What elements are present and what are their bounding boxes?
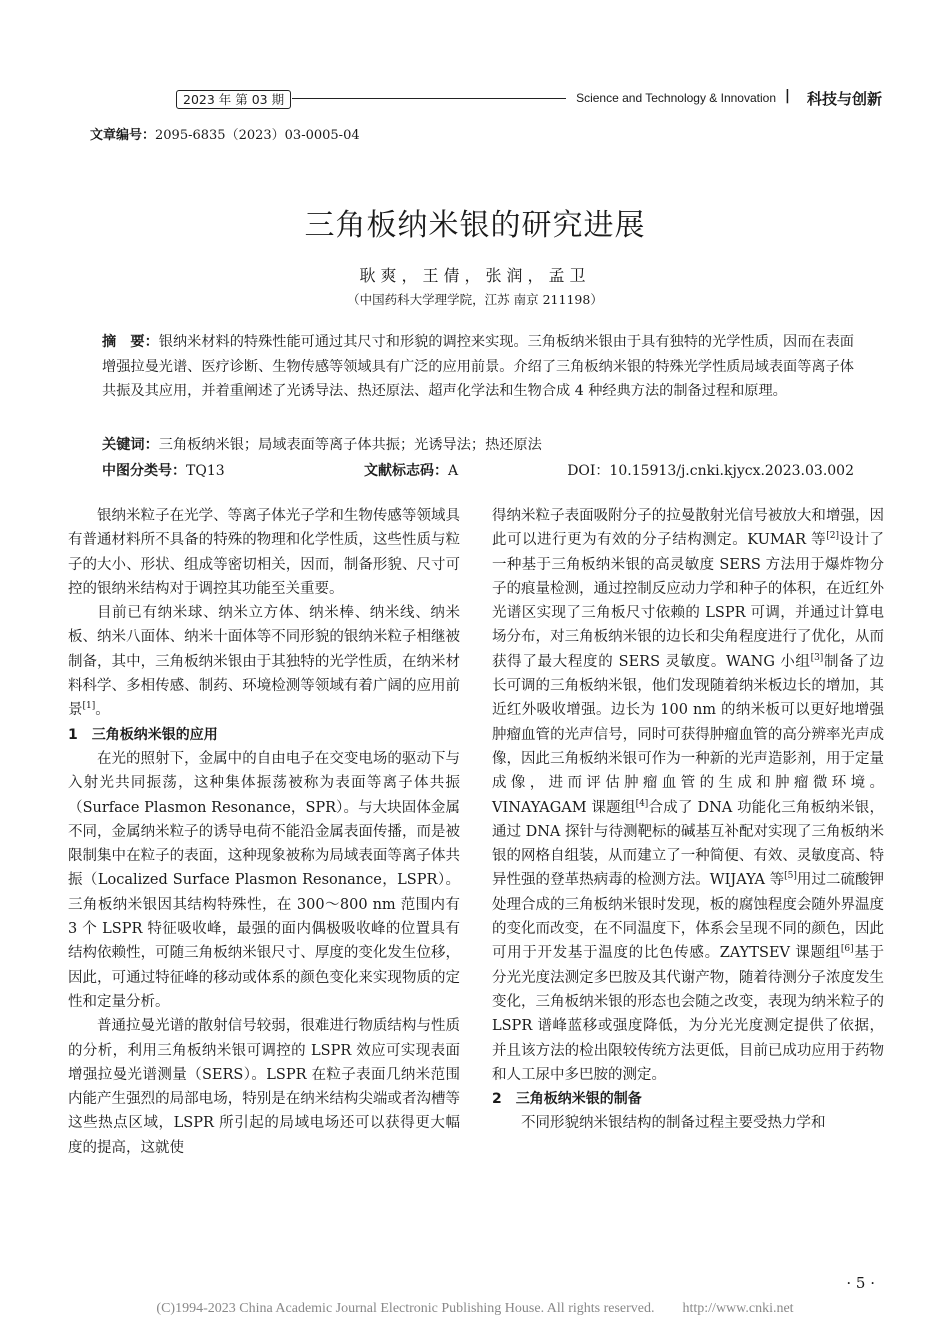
citation: [4] bbox=[635, 798, 649, 809]
citation: [2] bbox=[826, 531, 839, 542]
section-heading: 1 三角板纳米银的应用 bbox=[68, 726, 218, 743]
paragraph-text: 目前已有纳米球、纳米立方体、纳米棒、纳米线、纳米板、纳米八面体、纳米十面体等不同形貌的银纳米粒子相继被制备，其中，三角板纳米银由于其独特的光学性质，在纳米材料科学、多相传感、制药、环境检测等领域有着广阔的应用前景 bbox=[68, 605, 460, 719]
clc-label: 中图分类号： bbox=[102, 463, 186, 479]
paper-title: 三角板纳米银的研究进展 bbox=[304, 208, 646, 243]
copyright-footer: (C)1994-2023 China Academic Journal Electronic Publishing House. All rights reserved. http://www.cnki.net bbox=[156, 1301, 794, 1316]
paragraph-text: 用过二硫酸钾处理合成的三角板纳米银时发现，板的腐蚀程度会随外界温度的变化而改变，在不同温度下，体系会呈现不同的颜色，因此可用于开发基于温度的比色传感。ZAYTSEV 课题组 bbox=[492, 872, 885, 962]
citation: [1] bbox=[82, 701, 96, 712]
paragraph bbox=[68, 601, 460, 722]
header-separator: | bbox=[784, 88, 790, 104]
paragraph: 不同形貌纳米银结构的制备过程主要受热力学和 bbox=[521, 1115, 826, 1132]
article-number-value: 2095-6835（2023）03-0005-04 bbox=[155, 128, 360, 143]
body-column-right bbox=[492, 504, 884, 1136]
journal-name-cn: 科技与创新 bbox=[806, 90, 882, 108]
article-number-label: 文章编号： bbox=[90, 128, 156, 143]
issue-label: 2023 年 第 03 期 bbox=[176, 90, 291, 109]
citation: [6] bbox=[840, 944, 854, 955]
paragraph-text: 基于分光光度法测定多巴胺及其代谢产物，随着待测分子浓度发生变化，三角板纳米银的形态也会随之改变，表现为纳米粒子的 LSPR 谱峰蓝移或强度降低，为分光光度测定提供了依据，并且该方法的检出限较传统方法更低，目前已成功应用于药物和人工尿中多巴胺的测定。 bbox=[492, 945, 884, 1083]
authors: 耿爽，王倩，张润，孟卫 bbox=[359, 266, 591, 285]
citation: [3] bbox=[810, 652, 824, 663]
paragraph: 银纳米粒子在光学、等离子体光子学和生物传感等领域具有普通材料所不具备的特殊的物理和化学性质，这些性质与粒子的大小、形状、组成等密切相关，因而，制备形貌、尺寸可控的银纳米结构对于调控其功能至关重要。 bbox=[68, 508, 460, 597]
doc-label: 文献标志码： bbox=[364, 463, 448, 479]
paragraph bbox=[492, 504, 884, 1087]
article-number bbox=[90, 124, 360, 143]
paragraph-text: 合成了 DNA 功能化三角板纳米银，通过 DNA 探针与待测靶标的碱基互补配对实现了三角板纳米银的网格自组装，从而建立了一种简便、有效、灵敏度高、特异性强的登革热病毒的检测方法。WIJAYA 等 bbox=[492, 799, 885, 889]
paragraph: 普通拉曼光谱的散射信号较弱，很难进行物质结构与性质的分析，利用三角板纳米银可调控的 LSPR 效应可实现表面增强拉曼光谱测量（SERS）。LSPR 在粒子表面几纳米范围内能产生强烈的局部电场，特别是在纳米结构尖端或者沟槽等这些热点区域，LSPR 所引起的局域电场还可以获得更大幅度的提高，这就使 bbox=[68, 1018, 460, 1156]
clc-code bbox=[102, 460, 225, 482]
paragraph: 在光的照射下，金属中的自由电子在交变电场的驱动下与入射光共同振荡，这种集体振荡被称为表面等离子体共振（Surface Plasmon Resonance，SPR）。与大块固体金属不同，金属纳米粒子的诱导电荷不能沿金属表面传播，而是被限制集中在粒子的表面，这种现象被称为局域表面等离子体共振（Localized Surface Plasmon Resonance，LSPR）。三角板纳米银因其结构特殊性，在 300～800 nm 范围内有 3 个 LSPR 特征吸收峰，最强的面内偶极吸收峰的位置具有结构依赖性，可随三角板纳米银尺寸、厚度的变化发生位移，因此，可通过特征峰的移动或体系的颜色变化来实现物质的定性和定量分析。 bbox=[68, 750, 460, 1010]
body-column-left bbox=[68, 504, 460, 1160]
document-code bbox=[364, 460, 458, 482]
affiliation: （中国药科大学理学院，江苏 南京 211198） bbox=[347, 292, 603, 307]
abstract-label: 摘 要： bbox=[102, 334, 159, 350]
doc-value: A bbox=[448, 463, 459, 479]
abstract bbox=[102, 330, 854, 404]
header-rule bbox=[292, 98, 566, 99]
keywords-label: 关键词： bbox=[102, 437, 159, 453]
clc-value: TQ13 bbox=[186, 463, 225, 479]
keywords bbox=[102, 434, 854, 456]
paragraph-text: 制备了边长可调的三角板纳米银，他们发现随着纳米板边长的增加，其近红外吸收增强。边长为 100 nm 的纳米板可以更好地增强肿瘤血管的光声信号，同时可获得肿瘤血管的高分辨率光声成像，因此三角板纳米银可作为一种新的光声造影剂，用于定量成像，进而评估肿瘤血管的生成和肿瘤微环境。VINAYAGAM 课题组 bbox=[492, 653, 885, 816]
abstract-text: 银纳米材料的特殊性能可通过其尺寸和形貌的调控来实现。三角板纳米银由于具有独特的光学性质，因而在表面增强拉曼光谱、医疗诊断、生物传感等领域具有广泛的应用前景。介绍了三角板纳米银的特殊光学性质局域表面等离子体共振及其应用，并着重阐述了光诱导法、热还原法、超声化学法和生物合成 4 种经典方法的制备过程和原理。 bbox=[102, 334, 854, 400]
keywords-text: 三角板纳米银；局域表面等离子体共振；光诱导法；热还原法 bbox=[158, 437, 542, 453]
doi: DOI：10.15913/j.cnki.kjycx.2023.03.002 bbox=[567, 463, 854, 479]
page-number: · 5 · bbox=[846, 1274, 875, 1292]
paragraph-text: 设计了一种基于三角板纳米银的高灵敏度 SERS 方法用于爆炸物分子的痕量检测，通过控制反应动力学和种子的体积，在近红外光谱区实现了三角板尺寸依赖的 LSPR 可调，并通过计算电场分布，对三角板纳米银的边长和尖角程度进行了优化，从而获得了最大程度的 SERS 灵敏度。WANG 小组 bbox=[492, 532, 885, 670]
citation: [5] bbox=[784, 871, 797, 882]
paragraph-text: 。 bbox=[95, 702, 110, 719]
journal-name-en: Science and Technology & Innovation bbox=[576, 91, 776, 105]
section-heading: 2 三角板纳米银的制备 bbox=[492, 1091, 642, 1108]
paragraph-text: 得纳米粒子表面吸附分子的拉曼散射光信号被放大和增强，因此可以进行更为有效的分子结构测定。 bbox=[492, 508, 884, 549]
paragraph-text: KUMAR 等 bbox=[747, 532, 827, 549]
